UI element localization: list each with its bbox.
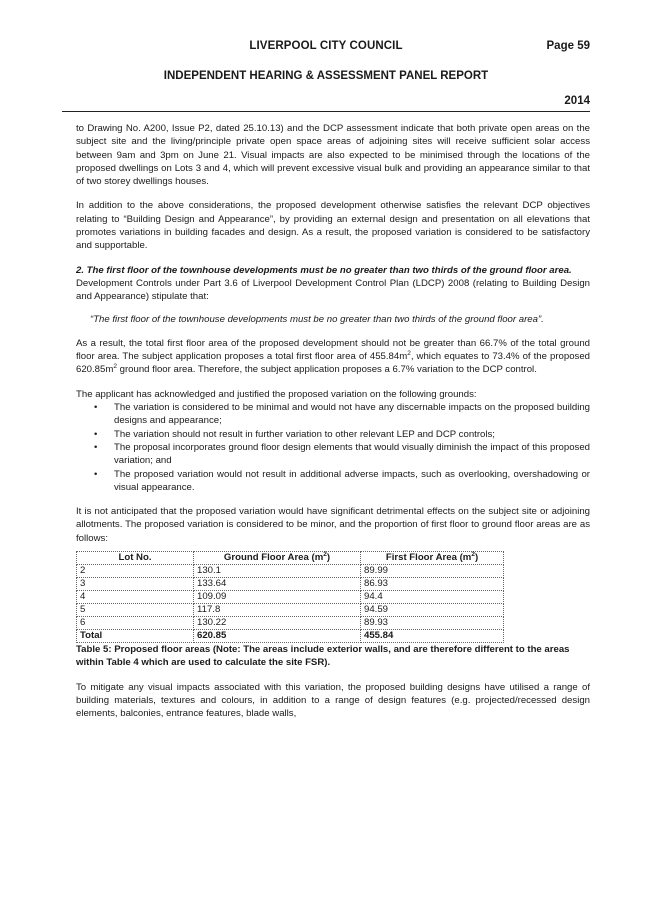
paragraph-variation-effects: It is not anticipated that the proposed variation would have significant detrimental effects on the subject site or adjoining allotments. The proposed variation is considered to be minor, and the proportion of first floor to ground floor areas are as follows: [76,506,590,544]
cell-total-label: Total [77,630,194,643]
cell-lot: 5 [77,604,194,617]
bullet-icon: • [94,468,98,480]
superscript-2: 2 [113,363,117,371]
cell-first-area: 89.93 [361,617,504,630]
floor-area-table [76,551,504,643]
section-heading: 2. The first floor of the townhouse developments must be no greater than two thirds of the ground floor area. [76,264,572,276]
calc-text-a: As a result, the total first floor area of the proposed development should not be greater than 66.7% of the total ground floor area. The subject application proposes a total first floor area of 455.84m [76,337,590,363]
cell-ground-area: 133.64 [194,578,361,591]
calc-text-b: , which equates to 73.4% of the proposed 620.85m [76,351,590,376]
bullet-icon: • [94,441,98,453]
page-number: Page 59 [546,40,590,52]
table-row [77,565,504,578]
header-divider [62,111,590,112]
calc-text-c: ground floor area. Therefore, the subject application proposes a 6.7% variation to the DCP control. [116,364,537,376]
superscript-2: 2 [471,550,475,558]
bullet-icon: • [94,402,98,414]
cell-ground-area: 130.1 [194,565,361,578]
quoted-control: “The first floor of the townhouse developments must be no greater than two thirds of the ground floor area”. [90,313,544,325]
council-name: LIVERPOOL CITY COUNCIL [249,40,403,52]
cell-lot: 6 [77,617,194,630]
cell-first-area: 94.59 [361,604,504,617]
table-row [77,591,504,604]
report-year: 2014 [564,95,590,107]
list-item [94,468,590,495]
table-row [77,604,504,617]
bullet-icon: • [94,428,98,440]
list-item [94,428,590,441]
list-item-text: The proposed variation would not result in additional adverse impacts, such as overlooking, overshadowing or visual appearance. [114,468,590,493]
document-body [76,122,590,732]
table-row [77,578,504,591]
cell-first-area: 86.93 [361,578,504,591]
header-text: First Floor Area (m [385,552,472,564]
table-row [77,617,504,630]
table-total-row [77,630,504,643]
list-item [94,441,590,468]
paragraph-solar-access: to Drawing No. A200, Issue P2, dated 25.10.13) and the DCP assessment indicate that both private open areas on the subject site and the living/principle private open space areas of adjoining sites will receive sufficient solar access between 9am and 3pm on June 21. Visual impacts are also expected to be minimised through the locations of the proposed dwellings on Lots 3 and 4, which will prevent excessive visual bulk and providing an appearance similar to that of two storey dwellings houses. [76,123,590,188]
cell-first-area: 89.99 [361,565,504,578]
cell-total-ground-area: 620.85 [194,630,361,643]
list-item-text: The variation is considered to be minimal and would not have any discernable impacts on the proposed building designs and appearance; [114,402,590,427]
paragraph-dcp-objectives: In addition to the above considerations, the proposed development otherwise satisfies the relevant DCP objectives relating to “Building Design and Appearance”, by providing an external design and presentation on all elevations that promotes variations in building facades and design. As a result, the proposed variation is considered to be satisfactory and supportable. [76,200,590,252]
cell-lot: 2 [77,565,194,578]
header-text: Ground Floor Area (m [223,552,324,564]
cell-ground-area: 130.22 [194,617,361,630]
column-header-ground-floor [194,552,361,565]
list-item [94,401,590,428]
cell-lot: 3 [77,578,194,591]
cell-ground-area: 117.8 [194,604,361,617]
paragraph-development-controls: Development Controls under Part 3.6 of Liverpool Development Control Plan (LDCP) 2008 (relating to Building Design and Appearance) stipulate that: [76,277,590,303]
cell-ground-area: 109.09 [194,591,361,604]
report-title: INDEPENDENT HEARING & ASSESSMENT PANEL REPORT [163,70,489,82]
column-header-lot: Lot No. [77,552,194,565]
paragraph-applicant-justification: The applicant has acknowledged and justified the proposed variation on the following grounds: [76,388,477,400]
cell-first-area: 94.4 [361,591,504,604]
table-header-row [77,552,504,565]
paragraph-mitigation: To mitigate any visual impacts associated with this variation, the proposed building designs have utilised a range of building materials, textures and colours, in addition to a range of design features (e.g. projected/recessed design elements, balconies, entrance features, blade walls, [76,681,590,720]
header-close: ) [326,552,331,564]
cell-lot: 4 [77,591,194,604]
paragraph-floor-area-calc [76,337,590,377]
cell-total-first-area: 455.84 [361,630,504,643]
superscript-2: 2 [323,550,327,558]
table-caption: Table 5: Proposed floor areas (Note: The areas include exterior walls, and are therefore different to the areas within Table 4 which are used to calculate the site FSR). [76,644,570,669]
list-item-text: The proposal incorporates ground floor design elements that would visually diminish the impact of this proposed variation; and [114,441,590,467]
column-header-first-floor [361,552,504,565]
justification-list [76,401,590,494]
header-close: ) [474,552,479,564]
list-item-text: The variation should not result in further variation to other relevant LEP and DCP controls; [114,428,495,440]
superscript-2: 2 [407,349,411,357]
